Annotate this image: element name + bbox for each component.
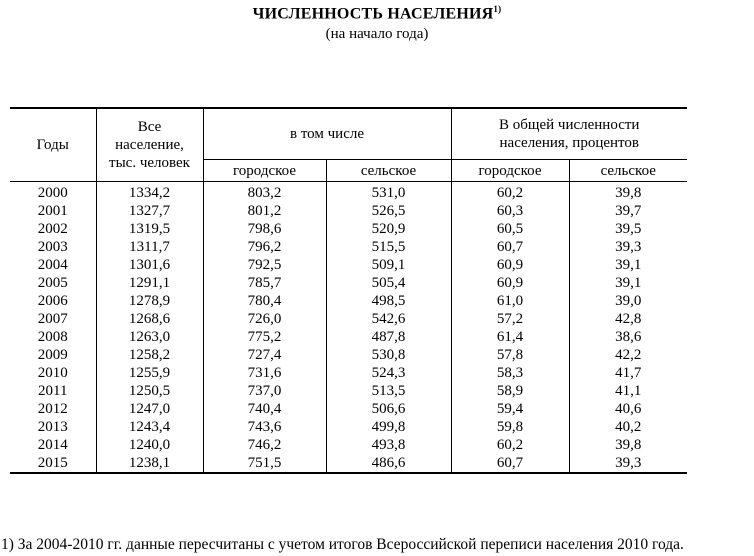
cell-rural-pct: 39,3 — [569, 238, 687, 256]
cell-rural-pct: 39,3 — [569, 454, 687, 473]
cell-year: 2001 — [37, 203, 68, 219]
table-row — [10, 274, 687, 292]
header-total-line3: тыс. человек — [109, 155, 190, 171]
table-header — [10, 108, 687, 182]
cell-rural-pct: 39,1 — [569, 256, 687, 274]
cell-rural-pct: 39,7 — [569, 202, 687, 220]
cell-urban-pct: 59,4 — [451, 400, 569, 418]
cell-total: 1311,7 — [96, 238, 203, 256]
cell-urban-pct: 59,8 — [451, 418, 569, 436]
cell-year: 2013 — [37, 419, 68, 435]
title-text: ЧИСЛЕННОСТЬ НАСЕЛЕНИЯ — [252, 5, 494, 23]
cell-rural: 493,8 — [326, 436, 451, 454]
cell-urban-pct: 60,2 — [451, 436, 569, 454]
cell-rural: 542,6 — [326, 310, 451, 328]
cell-urban: 801,2 — [203, 202, 326, 220]
header-rural: сельское — [326, 160, 451, 182]
page-title — [0, 4, 754, 23]
cell-urban-pct: 60,5 — [451, 220, 569, 238]
cell-rural-pct: 41,7 — [569, 364, 687, 382]
cell-rural-pct: 39,5 — [569, 220, 687, 238]
cell-urban: 737,0 — [203, 382, 326, 400]
cell-urban: 740,4 — [203, 400, 326, 418]
cell-rural: 499,8 — [326, 418, 451, 436]
header-total-line2: население, — [115, 137, 184, 153]
cell-rural-pct: 40,6 — [569, 400, 687, 418]
cell-rural: 526,5 — [326, 202, 451, 220]
cell-rural: 498,5 — [326, 292, 451, 310]
table-body — [10, 182, 687, 474]
header-share-line2: населения, процентов — [499, 135, 639, 151]
cell-rural: 515,5 — [326, 238, 451, 256]
table-row — [10, 202, 687, 220]
cell-rural: 530,8 — [326, 346, 451, 364]
table-row — [10, 328, 687, 346]
cell-year: 2008 — [37, 329, 68, 345]
cell-urban-pct: 61,0 — [451, 292, 569, 310]
population-table — [10, 107, 687, 474]
cell-total: 1301,6 — [96, 256, 203, 274]
cell-rural: 520,9 — [326, 220, 451, 238]
cell-rural-pct: 41,1 — [569, 382, 687, 400]
cell-year: 2002 — [37, 221, 68, 237]
cell-urban-pct: 58,3 — [451, 364, 569, 382]
cell-total: 1250,5 — [96, 382, 203, 400]
cell-urban-pct: 60,2 — [451, 182, 569, 203]
table-row — [10, 292, 687, 310]
cell-total: 1255,9 — [96, 364, 203, 382]
cell-rural-pct: 39,0 — [569, 292, 687, 310]
header-total-line1: Все — [137, 119, 162, 135]
cell-urban: 785,7 — [203, 274, 326, 292]
cell-rural: 486,6 — [326, 454, 451, 473]
cell-total: 1240,0 — [96, 436, 203, 454]
header-urban-pct: городское — [451, 160, 569, 182]
table-row — [10, 436, 687, 454]
header-share — [451, 108, 687, 160]
header-including: в том числе — [203, 108, 451, 160]
cell-urban: 798,6 — [203, 220, 326, 238]
cell-urban-pct: 60,7 — [451, 238, 569, 256]
cell-urban: 792,5 — [203, 256, 326, 274]
cell-urban: 731,6 — [203, 364, 326, 382]
table-row — [10, 400, 687, 418]
cell-year: 2011 — [38, 383, 68, 399]
cell-total: 1263,0 — [96, 328, 203, 346]
cell-year: 2007 — [37, 311, 68, 327]
cell-urban-pct: 57,8 — [451, 346, 569, 364]
cell-rural-pct: 39,8 — [569, 182, 687, 203]
cell-urban: 780,4 — [203, 292, 326, 310]
page-subtitle: (на начало года) — [325, 26, 429, 42]
table-row — [10, 310, 687, 328]
table-row — [10, 382, 687, 400]
cell-urban-pct: 60,7 — [451, 454, 569, 473]
cell-urban: 727,4 — [203, 346, 326, 364]
cell-urban: 803,2 — [203, 182, 326, 203]
table-row — [10, 346, 687, 364]
cell-rural-pct: 38,6 — [569, 328, 687, 346]
header-total — [96, 108, 203, 182]
cell-total: 1334,2 — [96, 182, 203, 203]
cell-year: 2009 — [37, 347, 68, 363]
cell-year: 2003 — [37, 239, 68, 255]
cell-urban: 775,2 — [203, 328, 326, 346]
cell-year: 2012 — [37, 401, 68, 417]
footnote-mark: 1) — [493, 4, 502, 14]
cell-rural-pct: 39,1 — [569, 274, 687, 292]
cell-urban-pct: 60,3 — [451, 202, 569, 220]
cell-urban: 726,0 — [203, 310, 326, 328]
cell-total: 1243,4 — [96, 418, 203, 436]
cell-total: 1247,0 — [96, 400, 203, 418]
cell-rural-pct: 42,2 — [569, 346, 687, 364]
cell-year: 2010 — [37, 365, 68, 381]
cell-total: 1238,1 — [96, 454, 203, 473]
cell-rural: 487,8 — [326, 328, 451, 346]
cell-urban-pct: 60,9 — [451, 274, 569, 292]
cell-year: 2000 — [37, 185, 68, 201]
cell-urban: 743,6 — [203, 418, 326, 436]
cell-rural: 531,0 — [326, 182, 451, 203]
header-share-line1: В общей численности — [499, 117, 640, 133]
header-urban: городское — [203, 160, 326, 182]
cell-total: 1258,2 — [96, 346, 203, 364]
table-row — [10, 256, 687, 274]
cell-rural-pct: 42,8 — [569, 310, 687, 328]
table-row — [10, 182, 687, 203]
cell-total: 1327,7 — [96, 202, 203, 220]
table-row — [10, 418, 687, 436]
cell-rural-pct: 39,8 — [569, 436, 687, 454]
cell-urban: 796,2 — [203, 238, 326, 256]
cell-total: 1268,6 — [96, 310, 203, 328]
cell-rural-pct: 40,2 — [569, 418, 687, 436]
table-row — [10, 454, 687, 473]
cell-urban-pct: 60,9 — [451, 256, 569, 274]
cell-rural: 509,1 — [326, 256, 451, 274]
cell-rural: 513,5 — [326, 382, 451, 400]
header-years: Годы — [10, 108, 96, 182]
cell-year: 2005 — [37, 275, 68, 291]
table-row — [10, 364, 687, 382]
cell-year: 2014 — [37, 437, 68, 453]
cell-urban: 746,2 — [203, 436, 326, 454]
cell-year: 2015 — [10, 454, 96, 473]
header-rural-pct: сельское — [569, 160, 687, 182]
table-row — [10, 238, 687, 256]
cell-rural: 506,6 — [326, 400, 451, 418]
footnote: 1) За 2004-2010 гг. данные пересчитаны с учетом итогов Всероссийской переписи населения 2010 года. — [1, 536, 684, 553]
cell-year: 2004 — [37, 257, 68, 273]
cell-total: 1291,1 — [96, 274, 203, 292]
cell-rural: 524,3 — [326, 364, 451, 382]
cell-rural: 505,4 — [326, 274, 451, 292]
cell-urban-pct: 57,2 — [451, 310, 569, 328]
cell-urban: 751,5 — [203, 454, 326, 473]
table-row — [10, 220, 687, 238]
cell-urban-pct: 61,4 — [451, 328, 569, 346]
cell-year: 2006 — [37, 293, 68, 309]
cell-total: 1278,9 — [96, 292, 203, 310]
cell-total: 1319,5 — [96, 220, 203, 238]
cell-urban-pct: 58,9 — [451, 382, 569, 400]
